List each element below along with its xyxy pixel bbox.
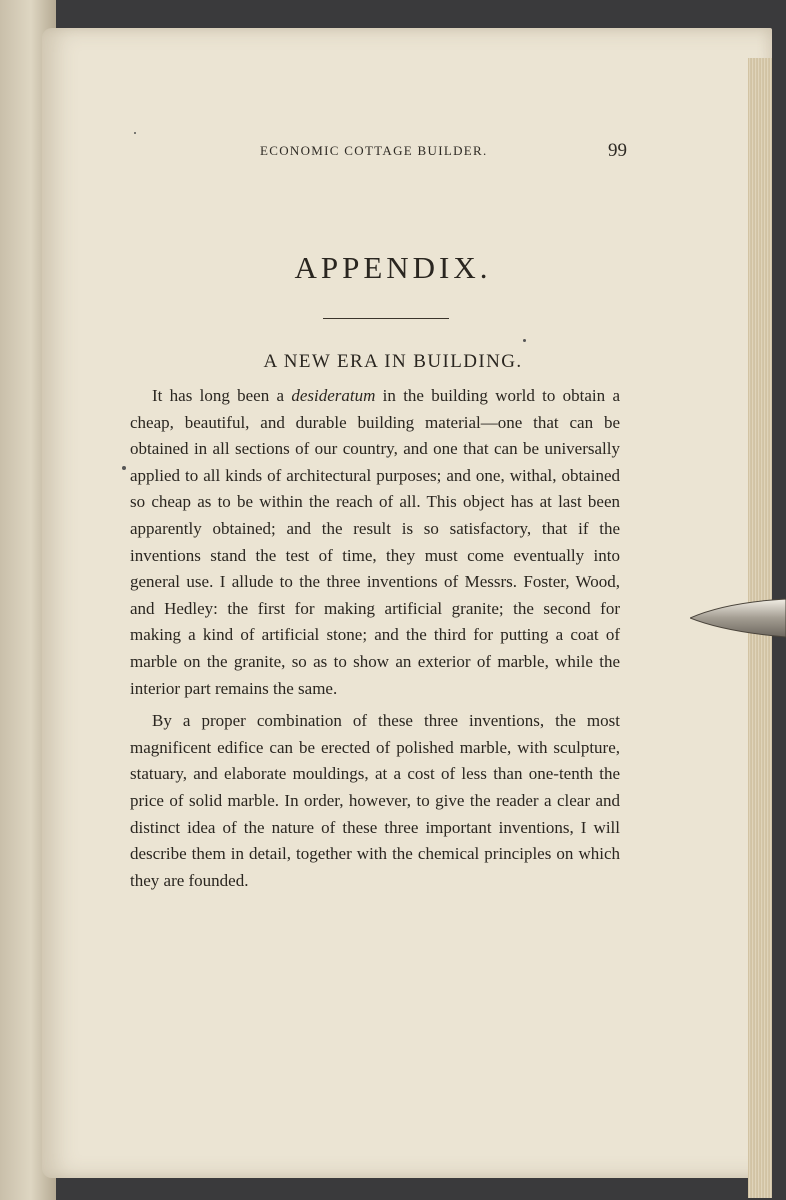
page-marker-blade	[690, 597, 786, 639]
body-text	[130, 383, 620, 894]
paragraph-1	[130, 383, 620, 702]
paragraph-1-emphasis: desideratum	[291, 386, 376, 405]
section-heading: A NEW ERA IN BUILDING.	[263, 351, 523, 372]
running-head: ECONOMIC COTTAGE BUILDER.	[260, 143, 488, 158]
paragraph-1-lead: It has long been a	[152, 386, 292, 405]
paragraph-1-rest: in the building world to obtain a cheap, beautiful, and durable building material—one that can be obtained in all sections of our country, and one that can be universally applied to all kinds of architectural purposes; and one, withal, obtained so cheap as to be within the reach of all. This object has at last been apparently obtained; and the result is so satisfactory, that if the inventions stand the test of time, they must come eventually into general use. I allude to the three inventions of Messrs. Foster, Wood, and Hedley: the first for making artificial granite; the second for making a kind of artificial stone; and the third for putting a coat of marble on the granite, so as to show an exterior of marble, while the interior part remains the same.	[130, 386, 620, 698]
ink-speck	[523, 339, 526, 342]
page-number: 99	[608, 140, 627, 161]
ink-speck	[134, 132, 136, 134]
page-header	[130, 140, 630, 163]
page-title: APPENDIX.	[294, 250, 492, 285]
title-rule	[323, 318, 449, 319]
ink-speck	[122, 466, 126, 470]
paragraph-2: By a proper combination of these three inventions, the most magnificent edifice can be erected of polished marble, with sculpture, statuary, and elaborate mouldings, at a cost of less than one-tenth the price of solid marble. In order, however, to give the reader a clear and distinct idea of the nature of these three important inventions, I will describe them in detail, together with the chemical principles on which they are founded.	[130, 711, 620, 890]
